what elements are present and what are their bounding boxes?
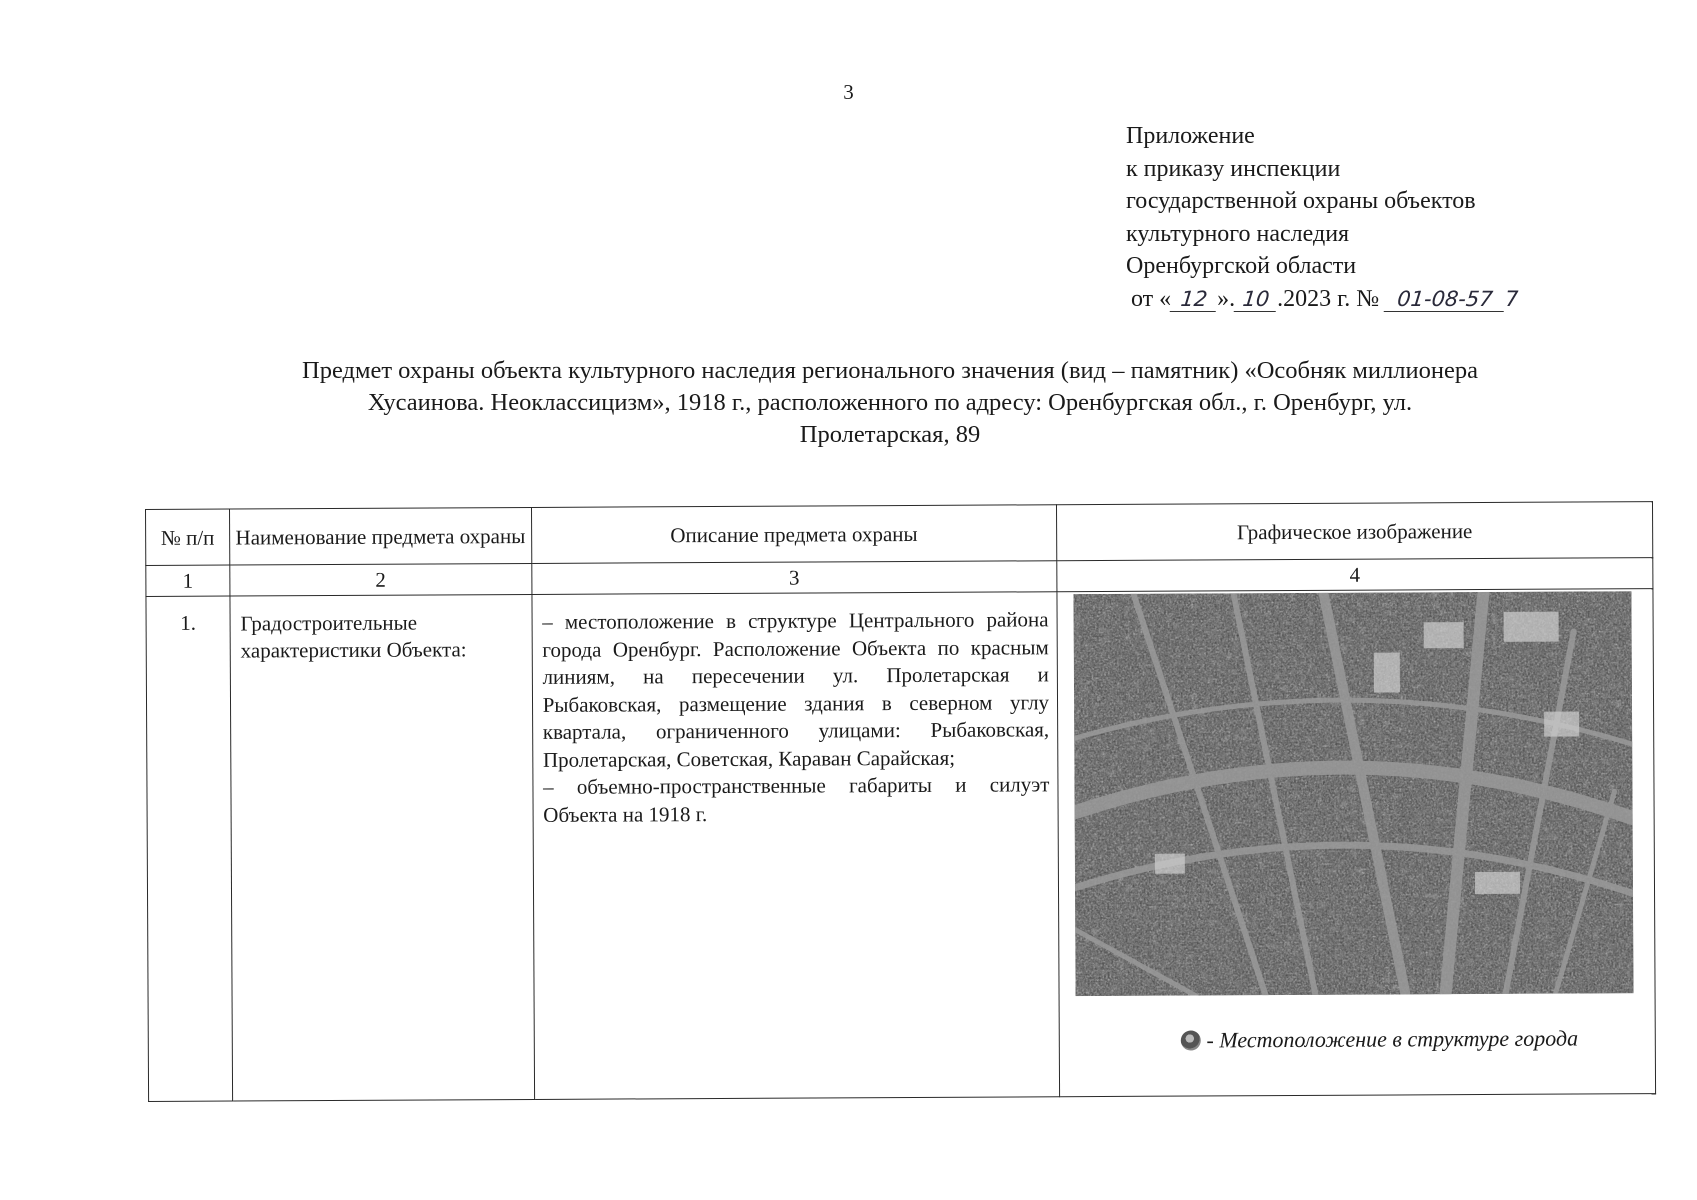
approval-line: к приказу инспекции — [1126, 155, 1341, 182]
approval-line: государственной охраны объектов — [1126, 188, 1476, 214]
document-title — [160, 355, 1620, 451]
row-subject-name: Градостроительные характеристики Объекта: — [230, 594, 534, 1101]
column-number: 2 — [230, 563, 532, 596]
table-header-row — [146, 502, 1653, 566]
order-prefix: от « — [1131, 285, 1172, 312]
row-description — [532, 592, 1060, 1100]
title-line: Пролетарская, 89 — [799, 421, 981, 448]
map-legend — [1116, 1025, 1643, 1054]
description-paragraph: – местоположение в структуре Центрального района города Оренбург. Расположение Объекта по красным линиям, на пересечении ул. Пролетарская и Рыбаковская, размещение здания в северном углу квартала, ограниченного улицами: Рыбаковская, Пролетарская, Советская, Караван Сарайская; — [542, 607, 1050, 772]
header-image: Графическое изображение — [1056, 502, 1652, 561]
city-aerial-map-image — [1073, 591, 1633, 996]
row-number: 1. — [146, 596, 233, 1101]
order-number-tail: 7 — [1505, 286, 1519, 311]
order-reference — [1131, 283, 1519, 316]
header-description: Описание предмета охраны — [531, 505, 1057, 564]
header-number: № п/п — [146, 509, 230, 565]
table-row — [146, 589, 1656, 1102]
approval-line: Приложение — [1126, 123, 1255, 149]
order-month-handwritten: 10 — [1234, 287, 1279, 312]
title-line: Хусаинова. Неоклассицизм», 1918 г., расположенного по адресу: Оренбургская обл., г. Оренбург, ул. — [367, 389, 1413, 416]
page-number: 3 — [843, 80, 854, 104]
row-graphic — [1057, 589, 1656, 1097]
location-marker-icon — [1180, 1030, 1200, 1050]
column-number: 1 — [146, 565, 230, 596]
approval-line: Оренбургской области — [1126, 253, 1357, 279]
order-day-handwritten: 12 — [1170, 287, 1219, 312]
approval-line: культурного наследия — [1126, 220, 1350, 247]
title-line: Предмет охраны объекта культурного наследия регионального значения (вид – памятник) «Особняк миллионера — [302, 357, 1478, 384]
header-name: Наименование предмета охраны — [229, 507, 531, 565]
legend-text: - Местоположение в структуре города — [1206, 1025, 1579, 1053]
description-paragraph: – объемно-пространственные габариты и силуэт Объекта на 1918 г. — [543, 772, 1050, 827]
column-number: 3 — [531, 561, 1056, 595]
approval-block — [1126, 120, 1519, 315]
column-number: 4 — [1057, 558, 1653, 592]
order-year-text: .2023 г. № — [1277, 285, 1380, 312]
order-number-handwritten: 01-08-57 — [1384, 287, 1507, 312]
order-mid: ». — [1217, 285, 1236, 312]
protection-subject-table — [145, 501, 1656, 1102]
